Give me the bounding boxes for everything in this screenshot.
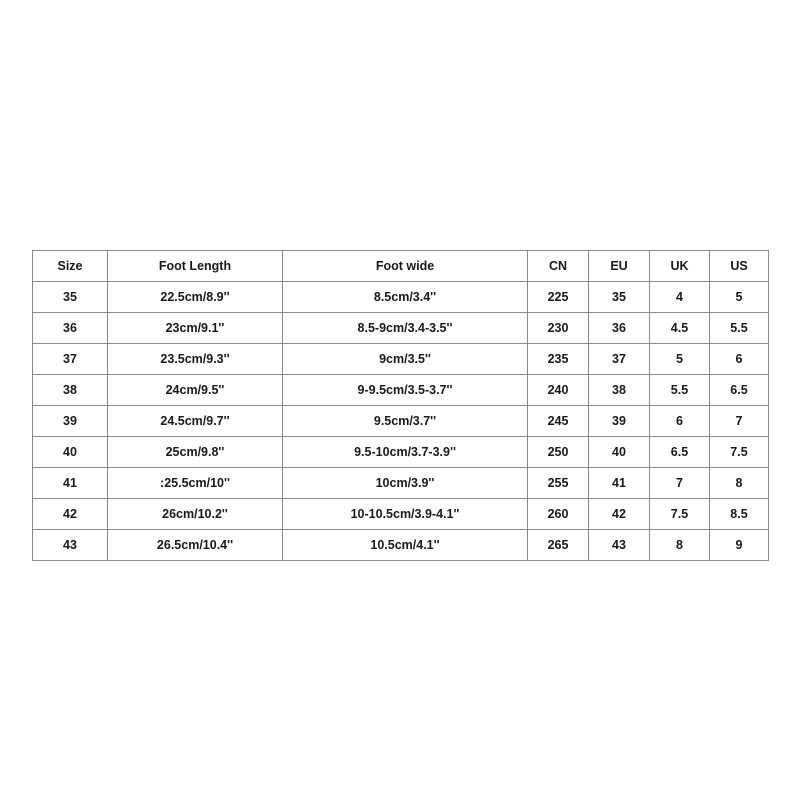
cell-uk: 5 <box>650 344 710 375</box>
header-foot-length: Foot Length <box>108 251 283 282</box>
cell-foot-length: 26.5cm/10.4'' <box>108 530 283 561</box>
cell-foot-wide: 9-9.5cm/3.5-3.7'' <box>283 375 528 406</box>
header-foot-wide: Foot wide <box>283 251 528 282</box>
cell-eu: 35 <box>589 282 650 313</box>
cell-foot-wide: 9.5cm/3.7'' <box>283 406 528 437</box>
cell-foot-wide: 9.5-10cm/3.7-3.9'' <box>283 437 528 468</box>
cell-foot-wide: 9cm/3.5'' <box>283 344 528 375</box>
cell-size: 35 <box>33 282 108 313</box>
cell-eu: 39 <box>589 406 650 437</box>
cell-uk: 8 <box>650 530 710 561</box>
cell-foot-wide: 10-10.5cm/3.9-4.1'' <box>283 499 528 530</box>
cell-uk: 4.5 <box>650 313 710 344</box>
cell-us: 6 <box>710 344 769 375</box>
cell-cn: 225 <box>528 282 589 313</box>
cell-cn: 245 <box>528 406 589 437</box>
cell-size: 38 <box>33 375 108 406</box>
cell-size: 42 <box>33 499 108 530</box>
cell-size: 43 <box>33 530 108 561</box>
cell-size: 39 <box>33 406 108 437</box>
cell-size: 36 <box>33 313 108 344</box>
cell-uk: 7.5 <box>650 499 710 530</box>
header-uk: UK <box>650 251 710 282</box>
cell-eu: 38 <box>589 375 650 406</box>
cell-us: 8.5 <box>710 499 769 530</box>
cell-size: 40 <box>33 437 108 468</box>
header-us: US <box>710 251 769 282</box>
cell-cn: 240 <box>528 375 589 406</box>
header-size: Size <box>33 251 108 282</box>
cell-uk: 7 <box>650 468 710 499</box>
table-row <box>33 437 769 468</box>
table-row <box>33 344 769 375</box>
cell-foot-wide: 10cm/3.9'' <box>283 468 528 499</box>
table-row <box>33 499 769 530</box>
header-eu: EU <box>589 251 650 282</box>
cell-us: 7.5 <box>710 437 769 468</box>
table-row <box>33 282 769 313</box>
cell-foot-length: 26cm/10.2'' <box>108 499 283 530</box>
cell-foot-length: 25cm/9.8'' <box>108 437 283 468</box>
cell-eu: 41 <box>589 468 650 499</box>
cell-eu: 37 <box>589 344 650 375</box>
table-row <box>33 313 769 344</box>
cell-cn: 235 <box>528 344 589 375</box>
cell-cn: 260 <box>528 499 589 530</box>
cell-eu: 42 <box>589 499 650 530</box>
cell-size: 37 <box>33 344 108 375</box>
cell-eu: 43 <box>589 530 650 561</box>
cell-uk: 6.5 <box>650 437 710 468</box>
cell-foot-length: 23.5cm/9.3'' <box>108 344 283 375</box>
cell-us: 8 <box>710 468 769 499</box>
size-chart-table <box>32 250 769 561</box>
cell-foot-wide: 8.5-9cm/3.4-3.5'' <box>283 313 528 344</box>
header-cn: CN <box>528 251 589 282</box>
cell-foot-length: 24cm/9.5'' <box>108 375 283 406</box>
cell-us: 6.5 <box>710 375 769 406</box>
cell-foot-length: 24.5cm/9.7'' <box>108 406 283 437</box>
cell-foot-wide: 10.5cm/4.1'' <box>283 530 528 561</box>
table-row <box>33 468 769 499</box>
cell-us: 5.5 <box>710 313 769 344</box>
cell-us: 5 <box>710 282 769 313</box>
table-row <box>33 375 769 406</box>
cell-us: 9 <box>710 530 769 561</box>
cell-foot-length: :25.5cm/10'' <box>108 468 283 499</box>
cell-cn: 255 <box>528 468 589 499</box>
cell-uk: 5.5 <box>650 375 710 406</box>
cell-us: 7 <box>710 406 769 437</box>
cell-eu: 40 <box>589 437 650 468</box>
cell-eu: 36 <box>589 313 650 344</box>
table-header-row <box>33 251 769 282</box>
cell-foot-wide: 8.5cm/3.4'' <box>283 282 528 313</box>
table-row <box>33 406 769 437</box>
cell-cn: 250 <box>528 437 589 468</box>
cell-uk: 4 <box>650 282 710 313</box>
cell-size: 41 <box>33 468 108 499</box>
cell-foot-length: 23cm/9.1'' <box>108 313 283 344</box>
cell-cn: 230 <box>528 313 589 344</box>
cell-uk: 6 <box>650 406 710 437</box>
cell-foot-length: 22.5cm/8.9'' <box>108 282 283 313</box>
table-row <box>33 530 769 561</box>
cell-cn: 265 <box>528 530 589 561</box>
